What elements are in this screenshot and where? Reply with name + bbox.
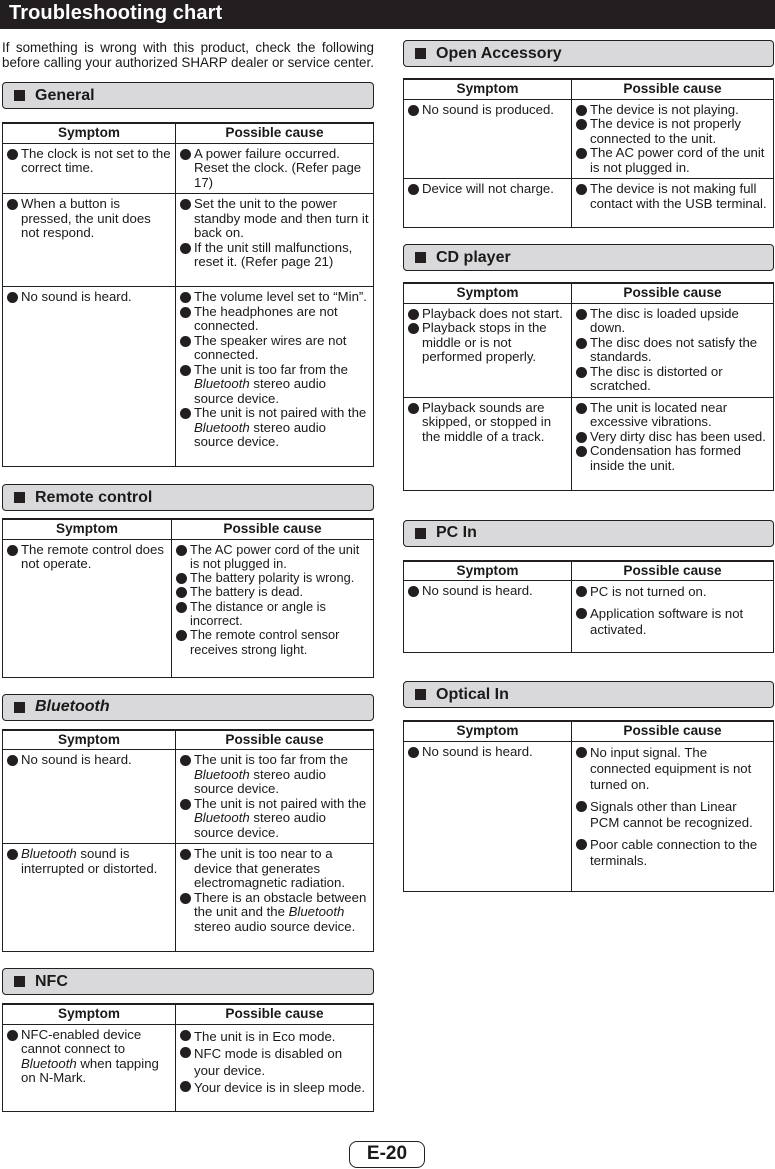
col-header-symptom: Symptom [404,283,572,303]
table-row [404,303,774,397]
list-item: Device will not charge. [408,182,567,197]
list-item: Condensation has formed inside the unit. [576,444,769,473]
col-header-symptom: Symptom [404,561,572,581]
section-title: CD player [436,248,511,266]
list-item: The volume level set to “Min”. [180,290,369,305]
table-row [3,287,374,467]
table-row [3,750,374,844]
list-item: When a button is pressed, the unit does not respond. [7,197,171,241]
list-item: Your device is in sleep mode. [180,1079,369,1096]
right-column [403,40,774,892]
list-item: The unit is too near to a device that generates electromagnetic radiation. [180,847,369,891]
col-header-cause: Possible cause [572,283,774,303]
table-cd-player [403,282,774,491]
section-title: Optical In [436,685,509,703]
list-item: Playback sounds are skipped, or stopped in the middle of a track. [408,401,567,445]
list-item: The remote control does not operate. [7,543,167,572]
list-item: NFC mode is disabled on your device. [180,1045,369,1079]
section-header-general [2,82,374,109]
table-row [3,539,374,677]
list-item: The unit is not paired with the Bluetooth stereo audio source device. [180,797,369,841]
list-item: NFC-enabled device cannot connect to Bluetooth when tapping on N-Mark. [7,1028,171,1086]
section-header-cd-player [403,244,774,271]
list-item: Very dirty disc has been used. [576,430,769,445]
table-row [404,741,774,891]
list-item: The unit is in Eco mode. [180,1028,369,1045]
list-item: The unit is located near excessive vibrations. [576,401,769,430]
section-title: PC In [436,524,477,541]
list-item: The unit is too far from the Bluetooth stereo audio source device. [180,363,369,407]
list-item: The disc does not satisfy the standards. [576,336,769,365]
list-item: The disc is distorted or scratched. [576,365,769,394]
table-row [3,1024,374,1111]
col-header-symptom: Symptom [404,721,572,741]
col-header-cause: Possible cause [572,79,774,99]
table-open-accessory [403,78,774,228]
square-bullet-icon [415,528,426,539]
list-item: Set the unit to the power standby mode and then turn it back on. [180,197,369,241]
square-bullet-icon [415,252,426,263]
list-item: The battery is dead. [176,585,369,599]
table-bluetooth [2,729,374,953]
list-item: The device is not properly connected to the unit. [576,117,769,146]
list-item: Signals other than Linear PCM cannot be recognized. [576,799,769,831]
list-item: The AC power cord of the unit is not plugged in. [576,146,769,175]
table-row [404,99,774,179]
list-item: No sound is heard. [7,290,171,305]
section-title: Bluetooth [35,698,110,715]
page-title: Troubleshooting chart [0,0,775,29]
list-item: No sound is heard. [408,745,567,760]
col-header-symptom: Symptom [3,1004,176,1024]
list-item: Poor cable connection to the terminals. [576,837,769,869]
table-remote-control [2,518,374,678]
section-title: Remote control [35,488,153,506]
list-item: The unit is not paired with the Bluetooth stereo audio source device. [180,406,369,450]
list-item: The headphones are not connected. [180,305,369,334]
square-bullet-icon [14,90,25,101]
table-row [404,397,774,490]
section-title: Open Accessory [436,44,562,62]
table-row [3,143,374,194]
col-header-symptom: Symptom [3,730,176,750]
list-item: If the unit still malfunctions, reset it. (Refer page 21) [180,241,369,270]
square-bullet-icon [415,48,426,59]
list-item: A power failure occurred. Reset the clock. (Refer page 17) [180,147,369,191]
section-header-pc-in [403,520,774,547]
list-item: The unit is too far from the Bluetooth stereo audio source device. [180,753,369,797]
list-item: No sound is heard. [408,584,567,599]
square-bullet-icon [415,689,426,700]
list-item: No input signal. The connected equipment is not turned on. [576,745,769,793]
list-item: No sound is heard. [7,753,171,768]
col-header-symptom: Symptom [3,519,172,539]
list-item: No sound is produced. [408,103,567,118]
table-pc-in [403,560,774,654]
col-header-cause: Possible cause [572,721,774,741]
table-row [3,194,374,287]
table-row [3,844,374,952]
col-header-cause: Possible cause [176,123,374,143]
table-general [2,122,374,467]
table-nfc [2,1003,374,1112]
section-title: NFC [35,972,68,990]
col-header-cause: Possible cause [176,730,374,750]
col-header-symptom: Symptom [3,123,176,143]
list-item: The speaker wires are not connected. [180,334,369,363]
col-header-cause: Possible cause [172,519,374,539]
page-number: E-20 [349,1141,425,1168]
list-item: Application software is not activated. [576,606,769,638]
list-item: The remote control sensor receives strong light. [176,628,369,657]
intro-text: If something is wrong with this product, check the following before calling your authorized SHARP dealer or service center. [2,40,374,70]
list-item: Playback stops in the middle or is not performed properly. [408,321,567,365]
section-header-nfc [2,968,374,995]
section-title: General [35,86,95,104]
list-item: The disc is loaded upside down. [576,307,769,336]
table-row [404,581,774,653]
list-item: The device is not making full contact with the USB terminal. [576,182,769,211]
list-item: The distance or angle is incorrect. [176,600,369,629]
list-item: Playback does not start. [408,307,567,322]
list-item: The device is not playing. [576,103,769,118]
col-header-symptom: Symptom [404,79,572,99]
section-header-open-accessory [403,40,774,67]
section-header-bluetooth [2,694,374,721]
section-header-remote-control [2,484,374,511]
square-bullet-icon [14,702,25,713]
list-item: There is an obstacle between the unit and the Bluetooth stereo audio source device. [180,891,369,935]
table-optical-in [403,720,774,892]
col-header-cause: Possible cause [572,561,774,581]
col-header-cause: Possible cause [176,1004,374,1024]
table-row [404,179,774,228]
list-item: The clock is not set to the correct time. [7,147,171,176]
list-item: The AC power cord of the unit is not plugged in. [176,543,369,572]
square-bullet-icon [14,976,25,987]
list-item: Bluetooth sound is interrupted or distorted. [7,847,171,876]
list-item: PC is not turned on. [576,584,769,600]
square-bullet-icon [14,492,25,503]
section-header-optical-in [403,681,774,708]
list-item: The battery polarity is wrong. [176,571,369,585]
left-column [2,40,374,1112]
